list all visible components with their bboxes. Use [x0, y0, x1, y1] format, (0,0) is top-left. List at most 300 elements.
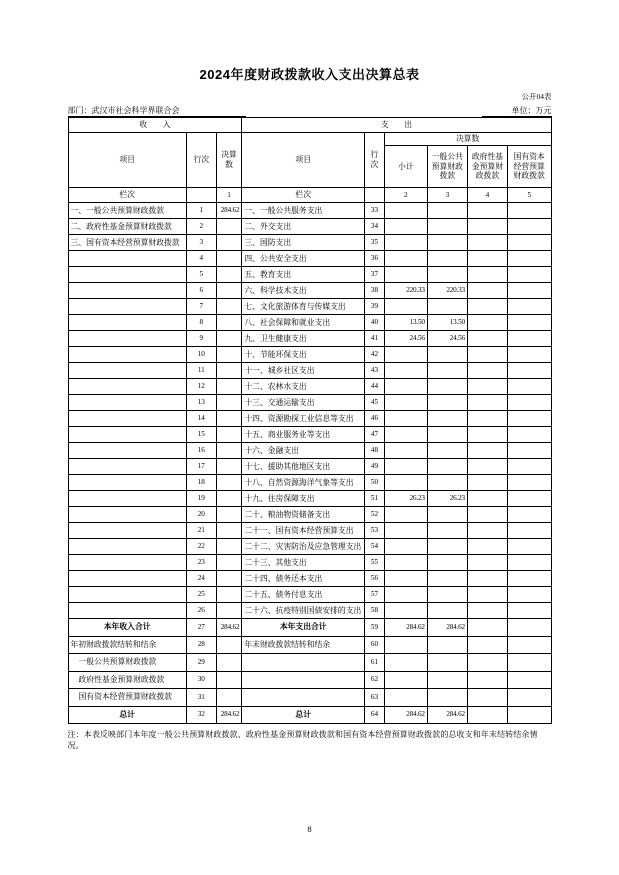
general-budget-cell: 284.62	[427, 619, 467, 637]
state-capital-header: 国有资本经营预算财政拨款	[507, 146, 551, 188]
subtotal-cell	[384, 363, 427, 379]
table-row	[68, 443, 551, 459]
income-line-header: 行次	[186, 133, 216, 188]
gov-fund-cell	[467, 411, 507, 427]
expense-item-cell	[242, 689, 365, 707]
subtotal-cell	[384, 689, 427, 707]
gov-fund-cell	[467, 619, 507, 637]
subtotal-cell	[384, 299, 427, 315]
state-capital-cell	[507, 619, 551, 637]
state-capital-cell	[507, 654, 551, 672]
gov-fund-cell	[467, 219, 507, 235]
subtotal-cell	[384, 539, 427, 555]
state-capital-cell	[507, 706, 551, 724]
subtotal-cell	[384, 379, 427, 395]
expense-line-cell: 57	[365, 587, 385, 603]
table-row	[68, 619, 551, 637]
table-row	[68, 636, 551, 654]
general-budget-cell: 284.62	[427, 706, 467, 724]
general-budget-cell	[427, 427, 467, 443]
income-item-cell	[68, 395, 186, 411]
income-line-cell: 2	[186, 219, 216, 235]
income-amount-cell	[216, 587, 242, 603]
income-amount-cell	[216, 283, 242, 299]
subtotal-cell: 284.62	[384, 706, 427, 724]
general-budget-cell	[427, 379, 467, 395]
subtotal-cell	[384, 654, 427, 672]
income-line-cell: 8	[186, 315, 216, 331]
income-amount-cell	[216, 267, 242, 283]
state-capital-cell	[507, 411, 551, 427]
income-amount-header: 决算数	[216, 133, 242, 188]
expense-item-cell: 十五、商业服务业等支出	[242, 427, 365, 443]
state-capital-cell	[507, 603, 551, 619]
expense-item-cell: 年末财政拨款结转和结余	[242, 636, 365, 654]
subtotal-cell	[384, 523, 427, 539]
expense-item-cell: 十六、金融支出	[242, 443, 365, 459]
income-line-cell: 31	[186, 689, 216, 707]
expense-item-cell: 十三、交通运输支出	[242, 395, 365, 411]
expense-item-cell: 二十四、债务还本支出	[242, 571, 365, 587]
state-capital-cell	[507, 459, 551, 475]
expense-item-cell: 一、一般公共服务支出	[242, 203, 365, 219]
subtotal-cell	[384, 555, 427, 571]
income-item-cell	[68, 251, 186, 267]
general-budget-header: 一般公共预算财政拨款	[427, 146, 467, 188]
table-row	[68, 671, 551, 689]
income-amount-cell	[216, 459, 242, 475]
table-row	[68, 411, 551, 427]
subtotal-cell	[384, 395, 427, 411]
general-budget-cell	[427, 363, 467, 379]
income-amount-cell	[216, 571, 242, 587]
subtotal-cell	[384, 427, 427, 443]
state-capital-cell	[507, 523, 551, 539]
expense-line-cell: 48	[365, 443, 385, 459]
expense-line-cell: 63	[365, 689, 385, 707]
expense-line-cell: 56	[365, 571, 385, 587]
gov-fund-cell	[467, 706, 507, 724]
subtotal-cell	[384, 235, 427, 251]
income-line-cell: 19	[186, 491, 216, 507]
income-item-cell	[68, 603, 186, 619]
expense-line-cell: 44	[365, 379, 385, 395]
general-budget-cell	[427, 523, 467, 539]
gov-fund-cell	[467, 315, 507, 331]
income-amount-cell	[216, 671, 242, 689]
state-capital-cell	[507, 315, 551, 331]
income-line-cell: 26	[186, 603, 216, 619]
expense-line-cell: 58	[365, 603, 385, 619]
subtotal-cell	[384, 475, 427, 491]
income-item-cell: 总计	[68, 706, 186, 724]
state-capital-cell	[507, 379, 551, 395]
expense-line-cell: 35	[365, 235, 385, 251]
expense-line-cell: 52	[365, 507, 385, 523]
expense-line-cell: 41	[365, 331, 385, 347]
expense-amount-group-header: 决算数	[384, 133, 551, 146]
state-capital-cell	[507, 587, 551, 603]
subtotal-cell	[384, 443, 427, 459]
gov-fund-cell	[467, 491, 507, 507]
note-text: 注：本表反映部门本年度一般公共预算财政拨款、政府性基金预算财政拨款和国有资本经营预算财政拨款的总收支和年末结转结余情况。	[67, 730, 538, 750]
income-item-cell	[68, 267, 186, 283]
table-row	[68, 251, 551, 267]
table-row	[68, 475, 551, 491]
expense-item-cell: 二十、粮油物资储备支出	[242, 507, 365, 523]
income-item-cell	[68, 587, 186, 603]
income-line-cell: 25	[186, 587, 216, 603]
income-line-cell: 22	[186, 539, 216, 555]
table-row	[68, 654, 551, 672]
general-budget-cell: 13.50	[427, 315, 467, 331]
general-budget-cell: 26.23	[427, 491, 467, 507]
income-line-cell: 29	[186, 654, 216, 672]
table-row	[68, 331, 551, 347]
subtotal-cell	[384, 587, 427, 603]
table-row	[68, 203, 551, 219]
table-row	[68, 555, 551, 571]
table-code-label: 公开04表	[521, 92, 552, 101]
gov-fund-cell	[467, 427, 507, 443]
table-row	[68, 523, 551, 539]
gov-fund-cell	[467, 671, 507, 689]
expense-line-cell: 60	[365, 636, 385, 654]
table-row	[68, 427, 551, 443]
income-item-cell	[68, 363, 186, 379]
gov-fund-cell	[467, 539, 507, 555]
income-amount-index: 1	[216, 188, 242, 203]
expense-item-cell: 七、文化旅游体育与传媒支出	[242, 299, 365, 315]
expense-line-cell: 61	[365, 654, 385, 672]
income-amount-cell	[216, 555, 242, 571]
income-item-cell	[68, 539, 186, 555]
gov-fund-cell	[467, 203, 507, 219]
gov-fund-cell	[467, 235, 507, 251]
table-row	[68, 267, 551, 283]
table-row	[68, 689, 551, 707]
income-line-cell: 28	[186, 636, 216, 654]
expense-item-cell: 总计	[242, 706, 365, 724]
gov-fund-cell	[467, 475, 507, 491]
general-budget-cell	[427, 459, 467, 475]
expense-item-cell: 本年支出合计	[242, 619, 365, 637]
income-amount-cell	[216, 363, 242, 379]
state-capital-cell	[507, 555, 551, 571]
table-row	[68, 459, 551, 475]
expense-line-cell: 54	[365, 539, 385, 555]
subtotal-cell: 220.33	[384, 283, 427, 299]
table-row	[68, 491, 551, 507]
expense-line-cell: 59	[365, 619, 385, 637]
income-section-header: 收 入	[68, 118, 242, 133]
expense-item-cell: 九、卫生健康支出	[242, 331, 365, 347]
income-line-cell: 6	[186, 283, 216, 299]
subtotal-cell	[384, 507, 427, 523]
expense-line-cell: 49	[365, 459, 385, 475]
income-line-cell: 5	[186, 267, 216, 283]
state-capital-cell	[507, 395, 551, 411]
expense-line-cell: 38	[365, 283, 385, 299]
expense-line-cell: 34	[365, 219, 385, 235]
expense-item-cell: 十、节能环保支出	[242, 347, 365, 363]
subtotal-cell	[384, 219, 427, 235]
expense-line-cell: 50	[365, 475, 385, 491]
expense-item-cell	[242, 654, 365, 672]
table-body	[68, 203, 551, 724]
table-row	[68, 315, 551, 331]
gov-fund-cell	[467, 689, 507, 707]
subtotal-cell	[384, 411, 427, 427]
income-line-cell: 9	[186, 331, 216, 347]
state-capital-cell	[507, 636, 551, 654]
page-number: 8	[307, 824, 312, 834]
general-budget-cell	[427, 219, 467, 235]
expense-line-cell: 42	[365, 347, 385, 363]
income-item-cell	[68, 571, 186, 587]
state-capital-cell	[507, 267, 551, 283]
general-budget-cell	[427, 203, 467, 219]
income-item-cell	[68, 347, 186, 363]
gov-fund-header: 政府性基金预算财政拨款	[467, 146, 507, 188]
table-row	[68, 219, 551, 235]
expense-item-cell: 十二、农林水支出	[242, 379, 365, 395]
expense-item-cell: 二十五、债务付息支出	[242, 587, 365, 603]
state-capital-cell	[507, 347, 551, 363]
state-capital-cell	[507, 443, 551, 459]
state-capital-cell	[507, 331, 551, 347]
subtotal-cell	[384, 671, 427, 689]
table-row	[68, 706, 551, 724]
gov-fund-cell	[467, 571, 507, 587]
income-amount-cell	[216, 523, 242, 539]
table-row	[68, 379, 551, 395]
expense-section-header: 支 出	[242, 118, 551, 133]
subtotal-cell: 26.23	[384, 491, 427, 507]
table-row	[68, 539, 551, 555]
income-item-cell: 年初财政拨款结转和结余	[68, 636, 186, 654]
gov-fund-cell	[467, 363, 507, 379]
income-amount-cell	[216, 395, 242, 411]
income-amount-cell: 284.62	[216, 706, 242, 724]
income-item-cell	[68, 299, 186, 315]
expense-line-cell: 45	[365, 395, 385, 411]
expense-item-cell: 四、公共安全支出	[242, 251, 365, 267]
expense-item-header: 项目	[242, 133, 365, 188]
state-capital-cell	[507, 491, 551, 507]
general-budget-cell	[427, 689, 467, 707]
gov-fund-cell	[467, 555, 507, 571]
income-amount-cell	[216, 491, 242, 507]
general-budget-cell	[427, 443, 467, 459]
subtotal-cell	[384, 203, 427, 219]
subtotal-cell: 24.56	[384, 331, 427, 347]
expense-line-cell: 37	[365, 267, 385, 283]
general-budget-cell	[427, 587, 467, 603]
income-item-cell: 三、国有资本经营预算财政拨款	[68, 235, 186, 251]
general-budget-cell: 24.56	[427, 331, 467, 347]
general-budget-cell	[427, 411, 467, 427]
income-line-cell: 10	[186, 347, 216, 363]
income-item-cell	[68, 523, 186, 539]
income-item-cell	[68, 427, 186, 443]
income-item-cell	[68, 459, 186, 475]
table-row	[68, 507, 551, 523]
income-line-cell: 32	[186, 706, 216, 724]
income-amount-cell	[216, 331, 242, 347]
income-line-cell: 1	[186, 203, 216, 219]
meta-line	[68, 104, 552, 117]
table-row	[68, 363, 551, 379]
income-item-cell	[68, 411, 186, 427]
expense-item-cell: 十一、城乡社区支出	[242, 363, 365, 379]
income-amount-cell	[216, 251, 242, 267]
state-capital-cell	[507, 427, 551, 443]
table-row	[68, 235, 551, 251]
table-row	[68, 395, 551, 411]
state-capital-cell	[507, 363, 551, 379]
state-capital-index: 5	[507, 188, 551, 203]
income-amount-cell	[216, 507, 242, 523]
subtotal-cell	[384, 571, 427, 587]
gov-fund-cell	[467, 283, 507, 299]
expense-item-cell: 十八、自然资源海洋气象等支出	[242, 475, 365, 491]
income-line-index-cell	[186, 188, 216, 203]
income-item-cell	[68, 331, 186, 347]
subtotal-header: 小计	[384, 146, 427, 188]
income-amount-cell	[216, 443, 242, 459]
expense-line-cell: 36	[365, 251, 385, 267]
table-row	[68, 587, 551, 603]
gov-fund-cell	[467, 603, 507, 619]
expense-item-cell: 二、外交支出	[242, 219, 365, 235]
income-line-cell: 20	[186, 507, 216, 523]
gov-fund-cell	[467, 507, 507, 523]
income-line-cell: 15	[186, 427, 216, 443]
table-row	[68, 347, 551, 363]
general-budget-cell	[427, 555, 467, 571]
income-amount-cell	[216, 379, 242, 395]
state-capital-cell	[507, 571, 551, 587]
expense-item-cell	[242, 671, 365, 689]
income-amount-cell	[216, 539, 242, 555]
state-capital-cell	[507, 203, 551, 219]
income-line-cell: 4	[186, 251, 216, 267]
subtotal-cell: 13.50	[384, 315, 427, 331]
subtotal-cell	[384, 251, 427, 267]
expense-line-cell: 40	[365, 315, 385, 331]
summary-table	[68, 117, 552, 724]
gov-fund-cell	[467, 267, 507, 283]
gov-fund-cell	[467, 347, 507, 363]
expense-item-cell: 五、教育支出	[242, 267, 365, 283]
income-line-cell: 3	[186, 235, 216, 251]
state-capital-cell	[507, 507, 551, 523]
income-item-cell: 政府性基金预算财政拨款	[68, 671, 186, 689]
general-budget-cell	[427, 251, 467, 267]
general-budget-cell	[427, 299, 467, 315]
income-item-cell: 本年收入合计	[68, 619, 186, 637]
state-capital-cell	[507, 689, 551, 707]
state-capital-cell	[507, 283, 551, 299]
expense-line-cell: 64	[365, 706, 385, 724]
income-amount-cell: 284.62	[216, 203, 242, 219]
gov-fund-cell	[467, 251, 507, 267]
income-amount-cell	[216, 475, 242, 491]
state-capital-cell	[507, 475, 551, 491]
table-row	[68, 603, 551, 619]
income-amount-cell	[216, 299, 242, 315]
general-budget-cell	[427, 475, 467, 491]
income-amount-cell	[216, 427, 242, 443]
general-budget-cell	[427, 235, 467, 251]
general-budget-cell	[427, 636, 467, 654]
subtotal-cell	[384, 267, 427, 283]
general-budget-cell	[427, 539, 467, 555]
expense-item-cell: 二十六、抗疫特别国债安排的支出	[242, 603, 365, 619]
income-line-cell: 13	[186, 395, 216, 411]
general-budget-cell	[427, 571, 467, 587]
gov-fund-cell	[467, 379, 507, 395]
income-item-cell	[68, 491, 186, 507]
expense-item-cell: 二十一、国有资本经营预算支出	[242, 523, 365, 539]
income-amount-cell	[216, 689, 242, 707]
expense-item-cell: 十四、资源勘探工业信息等支出	[242, 411, 365, 427]
expense-item-cell: 三、国防支出	[242, 235, 365, 251]
income-item-cell	[68, 379, 186, 395]
income-item-cell: 一般公共预算财政拨款	[68, 654, 186, 672]
expense-item-cell: 六、科学技术支出	[242, 283, 365, 299]
expense-line-index-cell	[365, 188, 385, 203]
table-row	[68, 299, 551, 315]
expense-line-header: 行次	[365, 133, 385, 188]
state-capital-cell	[507, 671, 551, 689]
expense-line-cell: 43	[365, 363, 385, 379]
state-capital-cell	[507, 219, 551, 235]
expense-line-cell: 62	[365, 671, 385, 689]
income-amount-cell	[216, 347, 242, 363]
income-amount-cell	[216, 315, 242, 331]
gov-fund-cell	[467, 299, 507, 315]
expense-line-cell: 46	[365, 411, 385, 427]
general-budget-cell: 220.33	[427, 283, 467, 299]
expense-line-cell: 51	[365, 491, 385, 507]
gov-fund-cell	[467, 587, 507, 603]
gov-fund-cell	[467, 459, 507, 475]
gov-fund-index: 4	[467, 188, 507, 203]
income-item-cell	[68, 443, 186, 459]
income-line-cell: 17	[186, 459, 216, 475]
income-line-cell: 23	[186, 555, 216, 571]
expense-item-cell: 二十二、灾害防治及应急管理支出	[242, 539, 365, 555]
expense-index-label: 栏次	[242, 188, 365, 203]
page-title: 2024年度财政拨款收入支出决算总表	[199, 67, 420, 82]
unit-label: 单位：万元	[482, 105, 552, 117]
general-budget-cell	[427, 347, 467, 363]
general-budget-cell	[427, 507, 467, 523]
income-line-cell: 24	[186, 571, 216, 587]
expense-line-cell: 39	[365, 299, 385, 315]
gov-fund-cell	[467, 523, 507, 539]
table-row	[68, 571, 551, 587]
subtotal-cell	[384, 603, 427, 619]
gov-fund-cell	[467, 395, 507, 411]
income-index-label: 栏次	[68, 188, 186, 203]
subtotal-cell	[384, 459, 427, 475]
income-amount-cell	[216, 235, 242, 251]
income-amount-cell	[216, 219, 242, 235]
gov-fund-cell	[467, 636, 507, 654]
